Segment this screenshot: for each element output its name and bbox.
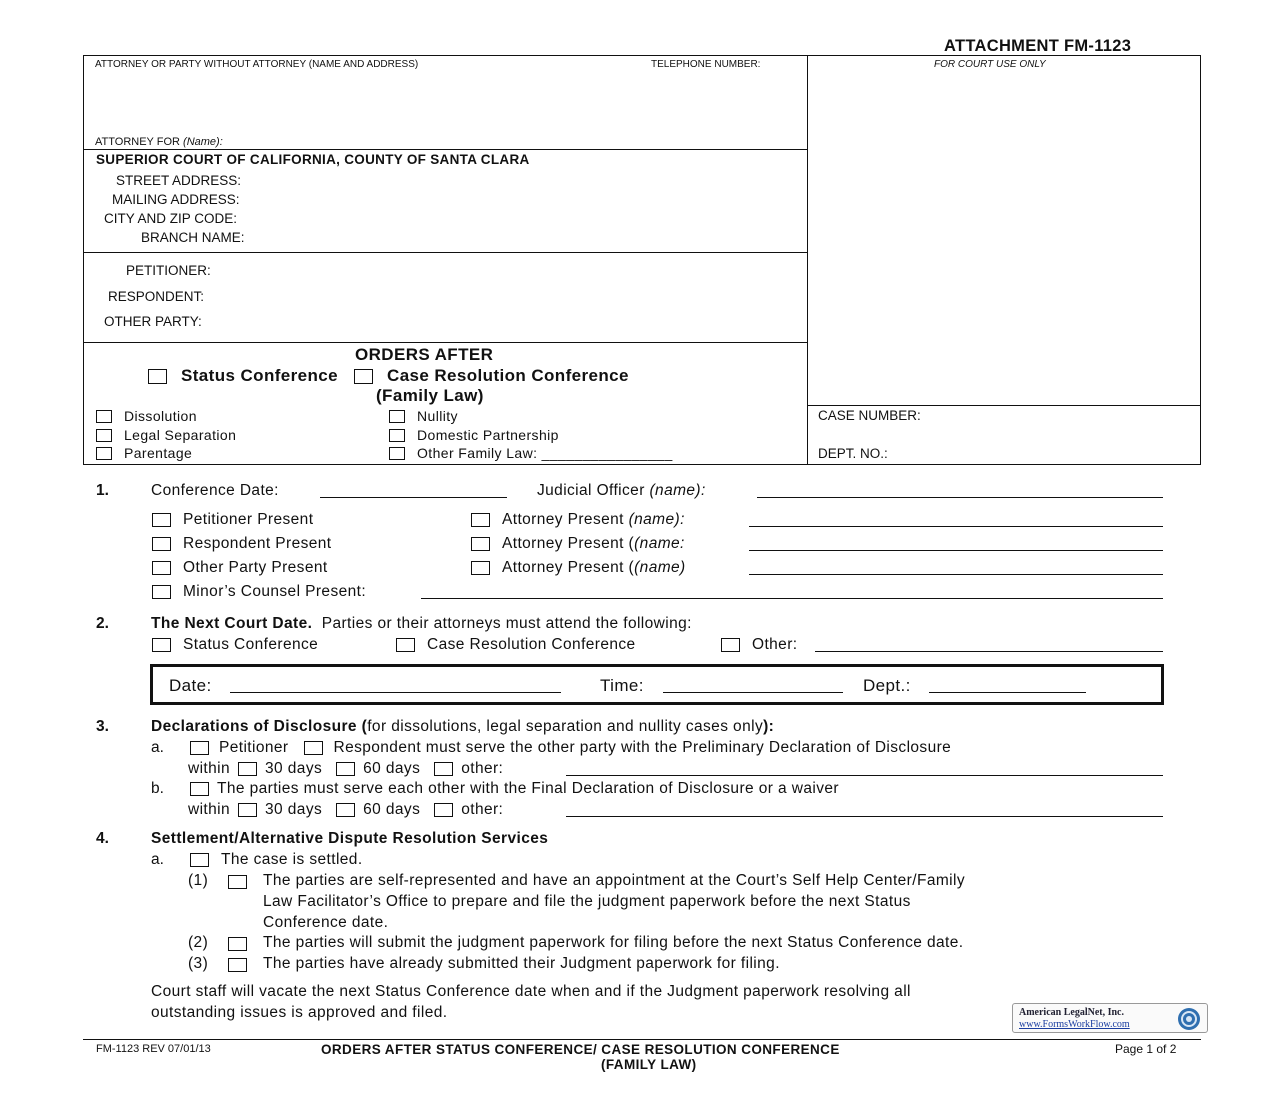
branch-name-label: BRANCH NAME: [141, 230, 245, 245]
case-type-legal-separation[interactable]: Legal Separation [96, 427, 236, 443]
disclosure-b-30days[interactable] [238, 803, 257, 817]
disclosure-heading: Declarations of Disclosure (for dissolutions, legal separation and nullity cases only): [151, 718, 775, 735]
disclosure-b-60days[interactable] [336, 803, 355, 817]
dept-no-label: DEPT. NO.: [818, 446, 888, 461]
section-2-number: 2. [96, 615, 109, 632]
disclosure-b-other[interactable] [434, 803, 453, 817]
conference-date-field[interactable] [320, 497, 507, 498]
item-1-line-1: The parties are self-represented and have an appointment at the Court’s Self Help Center/Family [263, 872, 965, 889]
minors-counsel-present[interactable]: Minor’s Counsel Present: [152, 583, 366, 601]
footer-divider [83, 1039, 1201, 1040]
logo-company: American LegalNet, Inc. [1019, 1007, 1124, 1018]
orders-after-title: ORDERS AFTER [355, 345, 494, 364]
other-party-present[interactable]: Other Party Present [152, 559, 328, 577]
item-1-line-3: Conference date. [263, 914, 389, 931]
conference-date-label: Conference Date: [151, 482, 279, 499]
disclosure-b-label: b. [151, 780, 164, 797]
attorney-present-3[interactable]: Attorney Present ((name) [471, 559, 686, 577]
disclosure-a-other-field[interactable] [566, 775, 1163, 776]
disclosure-a-60days[interactable] [336, 762, 355, 776]
disclosure-a-row: Petitioner Respondent must serve the other party with the Preliminary Declaration of Disclosure [190, 739, 951, 757]
dept-label: Dept.: [863, 676, 911, 695]
date-field[interactable] [230, 692, 561, 693]
petitioner-present[interactable]: Petitioner Present [152, 511, 313, 529]
case-type-other-family-law[interactable]: Other Family Law: ________________ [389, 445, 673, 461]
case-number-label: CASE NUMBER: [818, 408, 921, 423]
section-1-number: 1. [96, 482, 109, 499]
minors-counsel-field[interactable] [421, 598, 1163, 599]
judicial-officer-field[interactable] [757, 497, 1163, 498]
attorney-present-2-field[interactable] [749, 550, 1163, 551]
next-status-conference[interactable]: Status Conference [152, 636, 318, 654]
disclosure-a-within-row: within 30 days 60 days other: [188, 760, 504, 777]
settlement-heading: Settlement/Alternative Dispute Resolution Services [151, 830, 549, 847]
case-type-nullity[interactable]: Nullity [389, 408, 458, 424]
next-case-resolution-conference[interactable]: Case Resolution Conference [396, 636, 636, 654]
case-resolution-label: Case Resolution Conference [387, 366, 629, 385]
item-1-line-2: Law Facilitator’s Office to prepare and file the judgment paperwork before the next Status [263, 893, 911, 910]
attachment-title: ATTACHMENT FM-1123 [944, 37, 1132, 55]
attorney-present-2[interactable]: Attorney Present ((name: [471, 535, 685, 553]
mailing-address-label: MAILING ADDRESS: [112, 192, 240, 207]
time-label: Time: [600, 676, 644, 695]
attorney-for-label: ATTORNEY FOR (Name): [95, 136, 223, 148]
next-court-date-heading: The Next Court Date. Parties or their attorneys must attend the following: [151, 615, 692, 632]
case-resolution-checkbox[interactable] [354, 369, 373, 384]
court-use-label: FOR COURT USE ONLY [934, 59, 1046, 70]
disclosure-a-respondent-checkbox[interactable] [304, 741, 323, 755]
form-id: FM-1123 REV 07/01/13 [96, 1043, 211, 1055]
status-conference-label: Status Conference [181, 366, 339, 385]
item-3-checkbox[interactable] [228, 958, 247, 972]
disclosure-b-row: The parties must serve each other with the Final Declaration of Disclosure or a waiver [190, 780, 839, 798]
respondent-present[interactable]: Respondent Present [152, 535, 332, 553]
next-other[interactable]: Other: [721, 636, 797, 654]
attorney-label: ATTORNEY OR PARTY WITHOUT ATTORNEY (NAME AND ADDRESS) [95, 59, 419, 70]
disclosure-a-30days[interactable] [238, 762, 257, 776]
case-type-dissolution[interactable]: Dissolution [96, 408, 197, 424]
caption-header-box [83, 55, 1201, 465]
other-party-label: OTHER PARTY: [104, 314, 202, 329]
date-time-box [150, 664, 1164, 705]
family-law-subtitle: (Family Law) [376, 386, 484, 405]
telephone-label: TELEPHONE NUMBER: [651, 59, 761, 70]
disclosure-a-petitioner-checkbox[interactable] [190, 741, 209, 755]
section-4-number: 4. [96, 830, 109, 847]
case-settled[interactable]: The case is settled. [190, 851, 363, 869]
item-2-text: The parties will submit the judgment paperwork for filing before the next Status Conference date. [263, 934, 964, 951]
disclosure-b-other-field[interactable] [566, 816, 1163, 817]
street-address-label: STREET ADDRESS: [116, 173, 242, 188]
case-type-domestic-partnership[interactable]: Domestic Partnership [389, 427, 559, 443]
next-other-field[interactable] [815, 651, 1163, 652]
dept-field[interactable] [929, 692, 1086, 693]
globe-icon [1173, 1006, 1205, 1032]
item-1-checkbox[interactable] [228, 875, 247, 889]
petitioner-label: PETITIONER: [126, 263, 211, 278]
item-2-checkbox[interactable] [228, 937, 247, 951]
court-name: SUPERIOR COURT OF CALIFORNIA, COUNTY OF SANTA CLARA [96, 152, 530, 167]
disclosure-a-other[interactable] [434, 762, 453, 776]
disclosure-b-within-row: within 30 days 60 days other: [188, 801, 504, 818]
section-3-number: 3. [96, 718, 109, 735]
respondent-label: RESPONDENT: [108, 289, 205, 304]
conference-type-row [148, 366, 629, 386]
judicial-officer-label: Judicial Officer (name): [537, 482, 706, 499]
page-number: Page 1 of 2 [1115, 1042, 1177, 1056]
attorney-present-1[interactable]: Attorney Present (name): [471, 511, 685, 529]
attorney-present-1-field[interactable] [749, 526, 1163, 527]
disclosure-a-label: a. [151, 739, 164, 756]
date-label: Date: [169, 676, 212, 695]
item-3-text: The parties have already submitted their Judgment paperwork for filing. [263, 955, 780, 972]
american-legalnet-logo [1012, 1003, 1208, 1033]
disclosure-b-checkbox[interactable] [190, 782, 209, 796]
logo-url[interactable]: www.FormsWorkFlow.com [1019, 1019, 1130, 1030]
footer-title-line-2: (FAMILY LAW) [601, 1057, 697, 1072]
settled-a-label: a. [151, 851, 164, 868]
item-2-number: (2) [188, 934, 209, 951]
attorney-present-3-field[interactable] [749, 574, 1163, 575]
vacate-note-line-2: outstanding issues is approved and filed. [151, 1004, 448, 1021]
item-3-number: (3) [188, 955, 209, 972]
time-field[interactable] [663, 692, 843, 693]
status-conference-checkbox[interactable] [148, 369, 167, 384]
vacate-note-line-1: Court staff will vacate the next Status Conference date when and if the Judgment paperwork resolving all [151, 983, 911, 1000]
item-1-number: (1) [188, 872, 209, 889]
case-type-parentage[interactable]: Parentage [96, 445, 192, 461]
city-zip-label: CITY AND ZIP CODE: [104, 211, 238, 226]
footer-title-line-1: ORDERS AFTER STATUS CONFERENCE/ CASE RESOLUTION CONFERENCE [321, 1042, 840, 1057]
